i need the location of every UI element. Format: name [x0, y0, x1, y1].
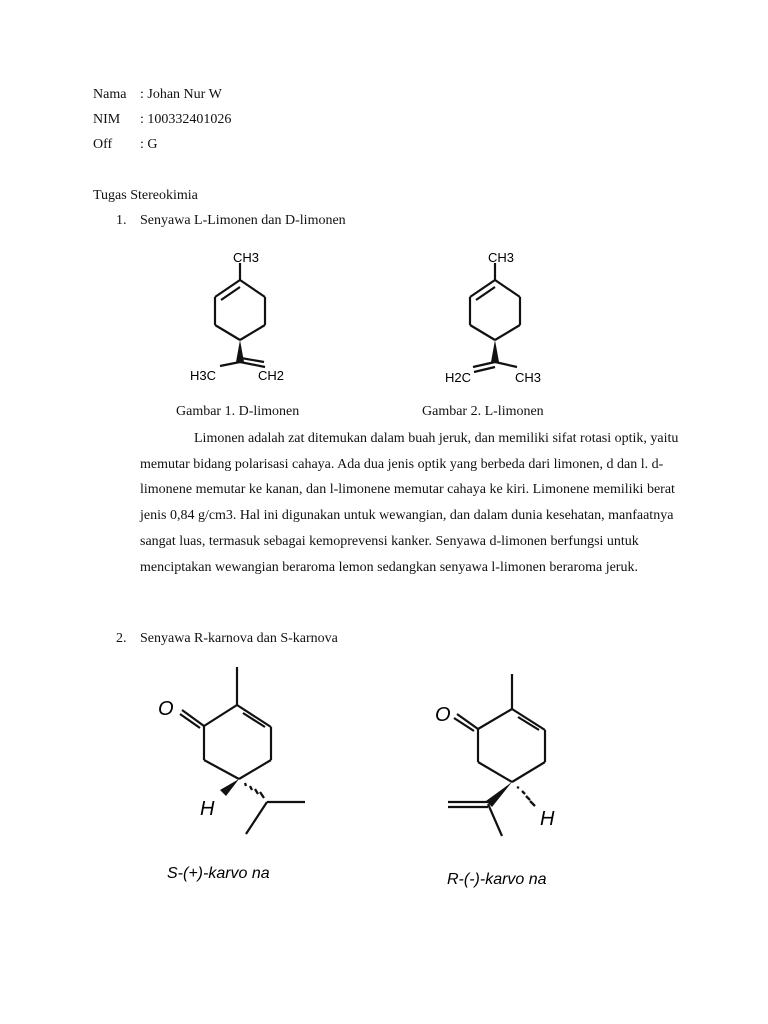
r-carvone-name-label: R-(-)-karvo na [447, 871, 547, 888]
limonene-paragraph [140, 426, 680, 580]
r-carvone-hydrogen-label: H [540, 808, 555, 830]
s-carvone-name-label: S-(+)-karvo na [167, 865, 270, 882]
off-value: : G [140, 137, 158, 152]
l-limonene-h2c-label: H2C [445, 370, 472, 385]
l-limonene-ch3-label: CH3 [488, 250, 515, 265]
s-carvone-hydrogen-label: H [200, 798, 215, 820]
section1-heading: Senyawa L-Limonen dan D-limonen [140, 213, 346, 228]
section1-number: 1. [116, 213, 127, 228]
nama-label: Nama [93, 87, 127, 102]
section2-heading: Senyawa R-karnova dan S-karnova [140, 631, 338, 646]
off-label: Off [93, 137, 113, 152]
document-title: Tugas Stereokimia [93, 188, 198, 203]
d-limonene-ch3-label: CH3 [233, 250, 260, 265]
figure2-caption: Gambar 2. L-limonen [422, 404, 544, 419]
l-limonene-structure [435, 245, 555, 390]
section2-number: 2. [116, 631, 127, 646]
s-carvone-oxygen-label: O [158, 698, 174, 720]
d-limonene-ch2-label: CH2 [258, 368, 285, 383]
limonene-paragraph-text: Limonen adalah zat ditemukan dalam buah jeruk, dan memiliki sifat rotasi optik, yaitu memutar bidang polarisasi cahaya. Ada dua jenis optik yang berbeda dari limonen, d dan l. d-limonene memutar ke kanan, dan l-limonene memutar cahaya ke kiri. Limonene memiliki berat jenis 0,84 g/cm3. Hal ini digunakan untuk wewangian, dan dalam dunia kesehatan, manfaatnya sangat luas, termasuk sebagai kemoprevensi kanker. Senyawa d-limonen berfungsi untuk menciptakan wewangian beraroma lemon sedangkan senyawa l-limonen beraroma jeruk. [140, 431, 679, 575]
s-carvone-structure [150, 662, 325, 890]
d-limonene-h3c-label: H3C [190, 368, 217, 383]
nim-label: NIM [93, 112, 121, 127]
l-limonene-ch3-bottom-label: CH3 [515, 370, 542, 385]
r-carvone-oxygen-label: O [435, 704, 451, 726]
nim-value: : 100332401026 [140, 112, 232, 127]
d-limonene-structure [180, 245, 300, 390]
figure1-caption: Gambar 1. D-limonen [176, 404, 300, 419]
nama-value: : Johan Nur W [140, 87, 222, 102]
r-carvone-structure [430, 662, 605, 894]
